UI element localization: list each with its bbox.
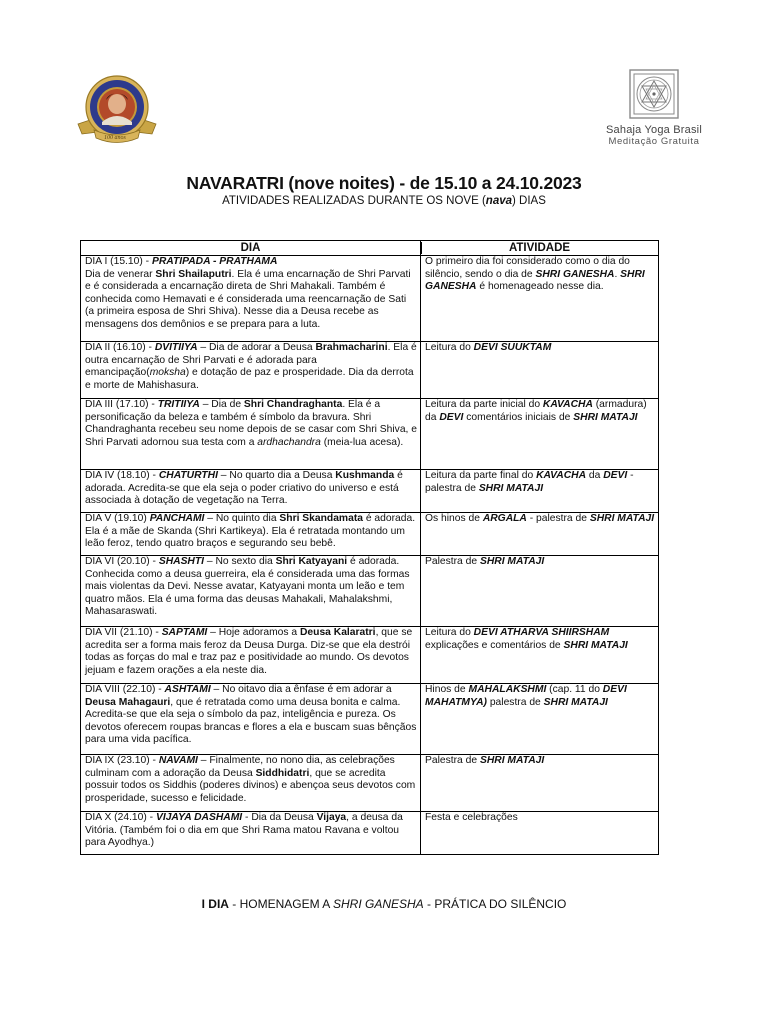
- day-cell: DIA VIII (22.10) - ASHTAMI – No oitavo dia a ênfase é em adorar a Deusa Mahagauri, que é retratada como uma deusa bonita e calma. Acredita-se que ela seja o símbolo da paz, inteligência e pureza. Os devotos oferecem roupas brancas e flores a ela e buscam suas bênçãos para uma vida pacífica.: [81, 684, 421, 755]
- day-cell: DIA III (17.10) - TRITIIYA – Dia de Shri Chandraghanta. Ela é a personificação da beleza e também é símbolo da bravura. Shri Chandraghanta recebeu seu nome depois de se casar com Shri Shiva, e Shri Parvati adornou sua testa com a ardhachandra (meia-lua acesa).: [81, 399, 421, 470]
- table-row: [81, 556, 659, 627]
- table-row: [81, 342, 659, 399]
- table-row: [81, 684, 659, 755]
- day-cell: DIA VI (20.10) - SHASHTI – No sexto dia Shri Katyayani é adorada. Conhecida como a deusa guerreira, ela é considerada uma das formas mais violentas da Devi. Nesse avatar, Katyayani monta um leão e tem quatro mãos. Ela é uma forma das deusas Mahakali, Mahalakshmi, Mahasaraswati.: [81, 556, 421, 627]
- day-cell: DIA X (24.10) - VIJAYA DASHAMI - Dia da Deusa Vijaya, a deusa da Vitória. (Também foi o dia em que Shri Rama matou Ravana e voltou para Ayodhya.): [81, 812, 421, 855]
- table-row: [81, 470, 659, 513]
- activity-cell: Festa e celebrações: [421, 812, 659, 855]
- footer-day: I DIA: [201, 897, 229, 911]
- table-body: [81, 256, 659, 855]
- day-cell: DIA IX (23.10) - NAVAMI – Finalmente, no nono dia, as celebrações culminam com a adoração da Deusa Siddhidatri, que se acredita possuir todos os Siddhis (poderes divinos) e abençoa seus devotos com prosperidade, sucesso e felicidade.: [81, 755, 421, 812]
- table-row: [81, 812, 659, 855]
- brand-name: Sahaja Yoga Brasil: [606, 124, 702, 136]
- table-row: [81, 399, 659, 470]
- subtitle-start: ATIVIDADES REALIZADAS DURANTE OS NOVE (: [222, 195, 486, 207]
- page-title: NAVARATRI (nove noites) - de 15.10 a 24.10.2023: [186, 173, 582, 193]
- header-separator: [421, 242, 422, 254]
- seal-caption: 100 anos: [104, 135, 126, 141]
- activity-cell: Leitura do DEVI SUUKTAM: [421, 342, 659, 399]
- table-row: [81, 627, 659, 684]
- header-activity: ATIVIDADE: [421, 241, 659, 256]
- activity-cell: Leitura do DEVI ATHARVA SHIIRSHAM explicações e comentários de SHRI MATAJI: [421, 627, 659, 684]
- activity-cell: Palestra de SHRI MATAJI: [421, 556, 659, 627]
- activity-cell: Leitura da parte final do KAVACHA da DEVI - palestra de SHRI MATAJI: [421, 470, 659, 513]
- header-day: DIA: [81, 241, 421, 256]
- table-row: [81, 755, 659, 812]
- footer-text: - HOMENAGEM A: [228, 897, 333, 911]
- activity-cell: Os hinos de ARGALA - palestra de SHRI MATAJI: [421, 513, 659, 556]
- sahaja-yoga-logo: [594, 66, 714, 156]
- footer-heading: [0, 897, 768, 911]
- table-header-row: [81, 241, 659, 256]
- centenary-seal-logo: [76, 74, 158, 148]
- schedule-table: [80, 240, 659, 855]
- subtitle-end: ) DIAS: [512, 195, 546, 207]
- day-cell: DIA I (15.10) - PRATIPADA - PRATHAMA Dia de venerar Shri Shailaputri. Ela é uma encarnação de Shri Parvati e é considerada a encarnação direta de Shri Mahakali. Também é conhecida como Hemavati e é considerada uma reencarnação de Sati (a primeira esposa de Shri Shiva). Nesse dia a Deusa recebe as mensagens dos demônios e se prepara para a luta.: [81, 256, 421, 342]
- day-cell: DIA IV (18.10) - CHATURTHI – No quarto dia a Deusa Kushmanda é adorada. Acredita-se que ela seja o poder criativo do universo e está associada à dotação de vegetação na Terra.: [81, 470, 421, 513]
- table-row: [81, 513, 659, 556]
- footer-deity: SHRI GANESHA: [332, 897, 424, 911]
- day-cell: DIA II (16.10) - DVITIIYA – Dia de adorar a Deusa Brahmacharini. Ela é outra encarnação de Shri Parvati e é adorada para emancipação(moksha) e dotação de paz e prosperidade. Dia da derrota e morte de Mahishasura.: [81, 342, 421, 399]
- activity-cell: Palestra de SHRI MATAJI: [421, 755, 659, 812]
- day-cell: DIA V (19.10) PANCHAMI – No quinto dia Shri Skandamata é adorada. Ela é a mãe de Skanda (Shri Kartikeya). Ela é retratada montando um leão feroz, tendo quatro braços e segurando seu bebê.: [81, 513, 421, 556]
- footer-practice: - PRÁTICA DO SILÊNCIO: [423, 897, 567, 911]
- brand-tagline: Meditação Gratuita: [608, 136, 700, 147]
- activity-cell: Hinos de MAHALAKSHMI (cap. 11 do DEVI MAHATMYA) palestra de SHRI MATAJI: [421, 684, 659, 755]
- activity-cell: Leitura da parte inicial do KAVACHA (armadura) da DEVI comentários iniciais de SHRI MATAJI: [421, 399, 659, 470]
- yantra-icon: [625, 66, 683, 122]
- subtitle-emphasis: nava: [485, 195, 513, 207]
- table-row: [81, 256, 659, 342]
- day-cell: DIA VII (21.10) - SAPTAMI – Hoje adoramos a Deusa Kalaratri, que se acredita ser a forma mais feroz da Deusa Durga. Diz-se que ela destrói todas as forças do mal e traz paz e positividade ao mundo. Os devotos jejuam e fazem orações a ela neste dia.: [81, 627, 421, 684]
- activity-cell: O primeiro dia foi considerado como o dia do silêncio, sendo o dia de SHRI GANESHA. SHRI GANESHA é homenageado nesse dia.: [421, 256, 659, 342]
- page-subtitle: [0, 195, 768, 207]
